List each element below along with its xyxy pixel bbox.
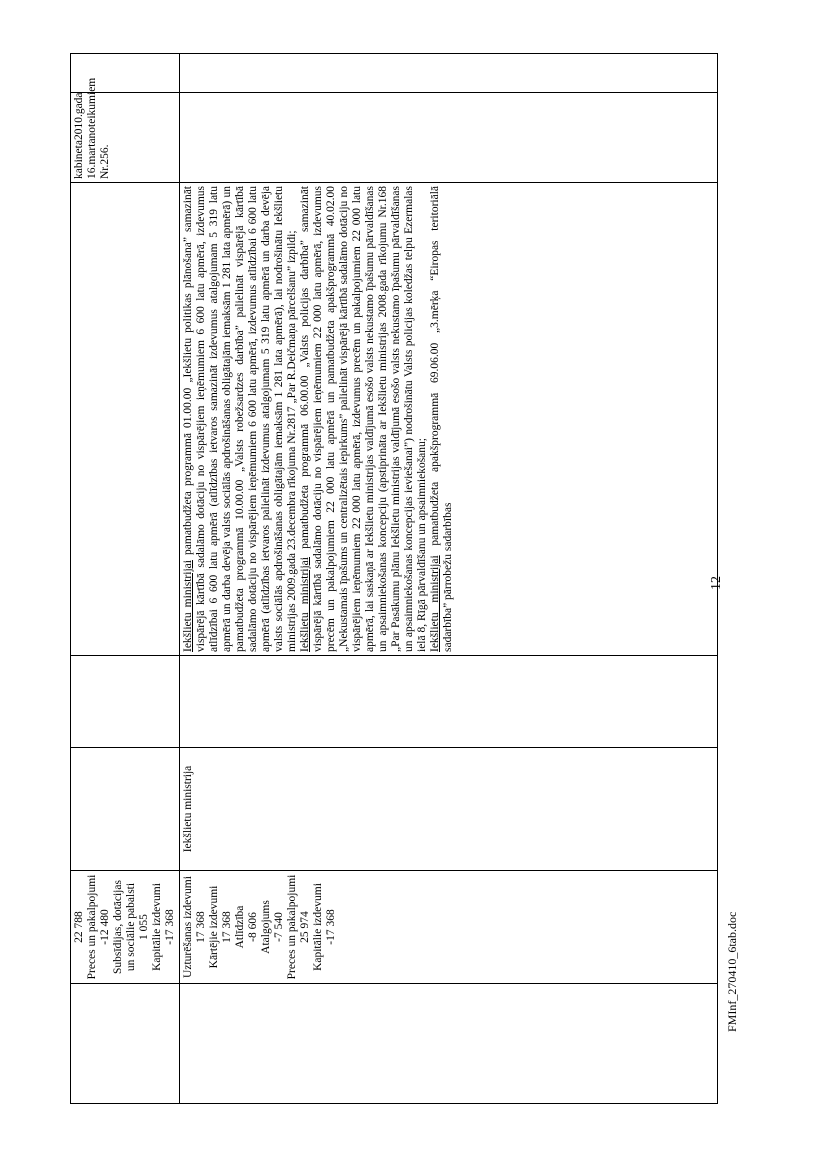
- table-cell: [180, 93, 718, 183]
- rotated-page: [70, 54, 693, 1104]
- ref-word: Nr.256.: [99, 144, 111, 179]
- paragraph: [299, 186, 429, 652]
- reference-cell: [71, 77, 180, 183]
- paragraph: [429, 186, 455, 652]
- table-cell: [180, 984, 718, 1104]
- amount-line: Atlīdzība: [234, 905, 246, 949]
- ministry-name: Iekšlietu ministrijai: [429, 555, 441, 652]
- amounts-cell: [180, 871, 718, 984]
- amount-line: Preces un pakalpojumi: [286, 874, 298, 980]
- amount-line: 22 788: [73, 911, 85, 943]
- amount-line: -17 368: [325, 909, 337, 945]
- ref-word: 2010.gada: [73, 92, 85, 141]
- amount-line: 17 368: [195, 911, 207, 943]
- page-number: 12: [709, 576, 724, 590]
- paragraph-text: pamatbudžeta programmā 01.00.00 „Iekšlietu politikas plānošana” samazināt vispārējā kārtībā sadalāmo dotāciju no vispārējiem ieņēmumiem 6 600 latu apmērā, izdevumus atlīdzībai 6 600 latu apmērā (atlīdzības ietvaros samazināt izdevumus atalgojumam 5 319 latu apmērā un darba devēja valsts sociālās apdrošināšanas obligātajām iemaksām 1 281 lata apmērā) un pamatbudžeta programmā 10.00.00 „Valsts robežsardzes darbība” palielināt vispārējā kārtībā sadalāmo dotāciju no vispārējiem ieņēmumiem 6 600 latu apmērā, izdevumus atlīdzībai 6 600 latu apmērā (atlīdzības ietvaros palielināt izdevumus atalgojumam 5 319 latu apmērā un darba devēja valsts sociālās apdrošināšanas obligātajām iemaksām 1 281 lata apmērā), lai nodrošinātu Iekšlietu ministrijas 2009.gada 23.decembra rīkojuma Nr.2817 „Par R.Deičmaņa pārcelšanu” izpildi;: [182, 186, 298, 652]
- amount-line: -7 540: [273, 912, 285, 942]
- table-row: [71, 54, 180, 1104]
- table-cell: [71, 748, 180, 871]
- amount-line: Kārtējie izdevumi: [208, 885, 220, 969]
- ref-word: noteikumiem: [86, 77, 98, 139]
- amount-line: Subsīdijas, dotācijas un sociālie pabalsti: [112, 880, 137, 974]
- ministry-name: Iekšlietu ministrijai: [182, 560, 194, 652]
- institution-cell: Iekšlietu ministrija: [180, 748, 718, 871]
- table-cell: [71, 183, 180, 656]
- amount-line: -17 368: [164, 909, 176, 945]
- paragraph-text: pamatbudžeta apakšprogrammā 69.06.00 „3.mērķa “Eiropas teritoriālā sadarbība” pārrobežu sadarbības: [429, 186, 454, 652]
- footer-filename: FMInf_270410_6tab.doc: [725, 911, 739, 1032]
- amount-line: 25 974: [299, 911, 311, 943]
- table-cell: [180, 54, 718, 93]
- amount-line: -12 480: [99, 909, 111, 945]
- table-row: [180, 54, 718, 1104]
- amount-line: 1 055: [138, 914, 150, 940]
- amount-line: Atalgojums: [260, 900, 272, 954]
- amount-line: 17 368: [221, 911, 233, 943]
- amount-line: -8 606: [247, 912, 259, 942]
- table-cell: [180, 656, 718, 748]
- ref-word: 16.marta: [86, 138, 98, 179]
- amount-line: Uzturēšanas izdevumi: [182, 876, 194, 978]
- ministry-name: Iekšlietu ministrijai: [299, 557, 311, 652]
- amount-line: Kapitālie izdevumi: [312, 883, 324, 971]
- paragraph: [182, 186, 299, 652]
- amount-line: Kapitālie izdevumi: [151, 883, 163, 971]
- amount-line: Preces un pakalpojumi: [86, 874, 98, 980]
- paragraph-text: pamatbudžeta programmā 06.00.00 „Valsts policijas darbība” samazināt vispārējā kārtībā sadalāmo dotāciju no vispārējiem ieņēmumiem 22 000 latu apmērā, izdevumus precēm un pakalpojumiem 22 000 latu apmērā un pamatbudžeta apakšprogrammā 40.02.00 „Nekustamais īpašums un centralizētais iepirkums” palielināt vispārējā kārtībā sadalāmo dotāciju no vispārējiem ieņēmumiem 22 000 latu apmērā, izdevumus precēm un pakalpojumiem 22 000 latu apmērā, lai saskaņā ar Iekšlietu ministrijas valdījumā esošo valsts nekustamo īpašumu pārvaldīšanas un apsaimniekošanas koncepciju (apstiprināta ar Iekšlietu ministrijas 2008.gada rīkojumu Nr.168 „Par Pasākumu plānu Iekšlietu ministrijas valdījumā esošo valsts nekustamo īpašumu pārvaldīšanas un apsaimniekošanas koncepcijas ieviešanai”) nodrošinātu Valsts policijas koledžas telpu Ezermalas ielā 8, Rīgā pārvaldīšanu un apsaimniekošanu;: [299, 185, 428, 652]
- amounts-cell: [71, 871, 180, 984]
- document-table: [70, 53, 718, 1104]
- table-cell: [71, 656, 180, 748]
- table-cell: [71, 984, 180, 1104]
- description-cell: [180, 183, 718, 656]
- ref-word: kabineta: [73, 140, 85, 179]
